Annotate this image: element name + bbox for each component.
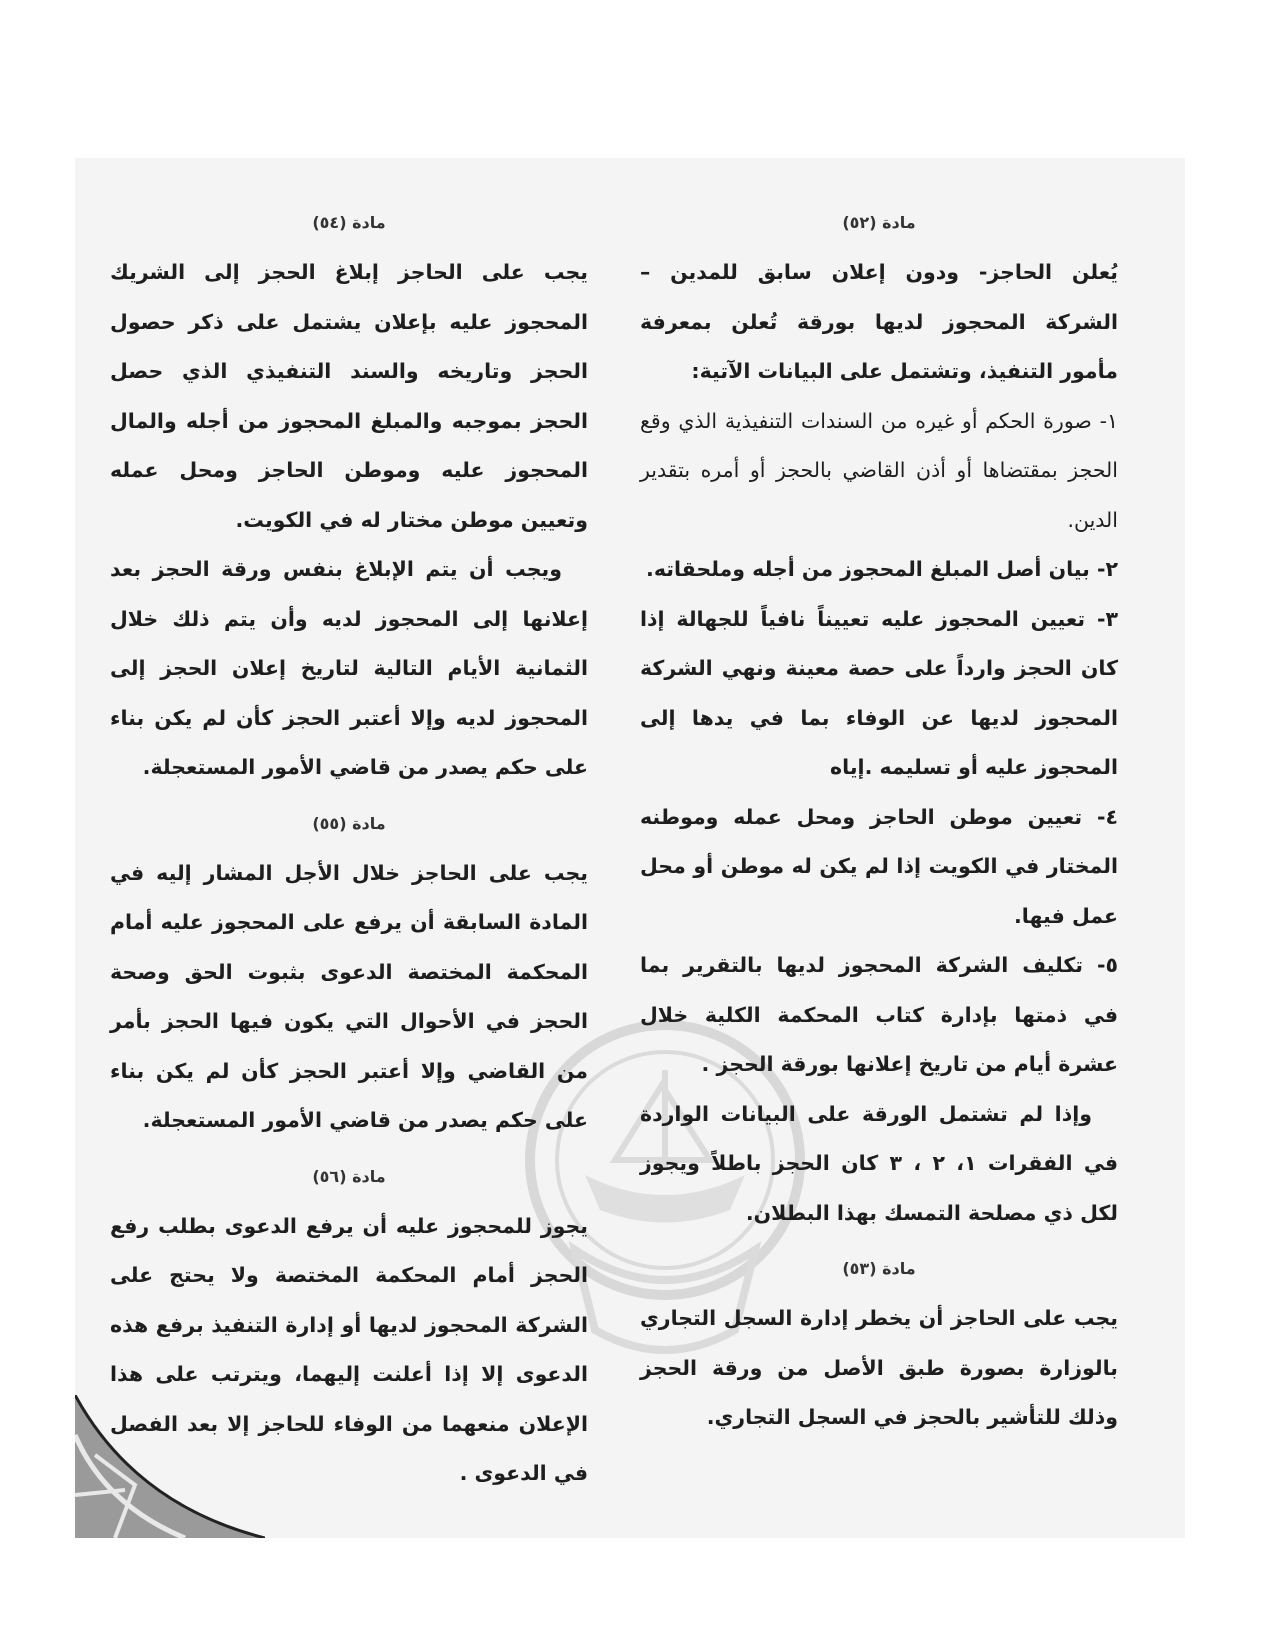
article-52-intro: يُعلن الحاجز- ودون إعلان سابق للمدين – الشركة المحجوز لديها بورقة تُعلن بمعرفة مأمور التنفيذ، وتشتمل على البيانات الآتية: xyxy=(640,260,1118,383)
article-53-text: يجب على الحاجز أن يخطر إدارة السجل التجاري بالوزارة بصورة طبق الأصل من ورقة الحجز وذلك للتأشير بالحجز في السجل التجاري. xyxy=(640,1306,1118,1429)
right-column xyxy=(640,208,1118,1443)
article-56-text: يجوز للمحجوز عليه أن يرفع الدعوى بطلب رفع الحجز أمام المحكمة المختصة ولا يحتج على الشركة المحجوز لديها أو إدارة التنفيذ برفع هذه الدعوى إلا إذا أعلنت إليهما، ويترتب على هذا الإعلان منعهما من الوفاء للحاجز إلا بعد الفصل في الدعوى . xyxy=(110,1213,588,1485)
article-52-item-3: ٣- تعيين المحجوز عليه تعييناً نافياً للجهالة إذا كان الحجز وارداً على حصة معينة ونهي الشركة المحجوز لديها عن الوفاء بما في يدها إلى المحجوز عليه أو تسليمه .إياه xyxy=(640,606,1118,779)
left-column xyxy=(110,208,588,1499)
article-52-item-4: ٤- تعيين موطن الحاجز ومحل عمله وموطنه المختار في الكويت إذا لم يكن له موطن أو محل عمل فيها. xyxy=(640,804,1118,928)
article-54-title: مادة (٥٤) xyxy=(312,213,386,232)
article-55-text: يجب على الحاجز خلال الأجل المشار إليه في المادة السابقة أن يرفع على المحجوز عليه أمام المحكمة المختصة الدعوى بثبوت الحق وصحة الحجز في الأحوال التي يكون فيها الحجز بأمر من القاضي وإلا أعتبر الحجز كأن لم يكن بناء على حكم يصدر من قاضي الأمور المستعجلة. xyxy=(110,860,588,1132)
article-52-item-2: ٢- بيان أصل المبلغ المحجوز من أجله وملحقاته. xyxy=(646,557,1118,581)
article-56-title: مادة (٥٦) xyxy=(312,1166,386,1186)
article-54-second-paragraph: ويجب أن يتم الإبلاغ بنفس ورقة الحجز بعد إعلانها إلى المحجوز لديه وأن يتم ذلك خلال الثمانية الأيام التالية لتاريخ إعلان الحجز إلى المحجوز لديه وإلا أعتبر الحجز كأن لم يكن بناء على حكم يصدر من قاضي الأمور المستعجلة. xyxy=(110,557,588,779)
article-55-title: مادة (٥٥) xyxy=(312,813,386,833)
article-52-title: مادة (٥٢) xyxy=(842,213,916,232)
article-54-text: يجب على الحاجز إبلاغ الحجز إلى الشريك المحجوز عليه بإعلان يشتمل على ذكر حصول الحجز وتاريخه والسند التنفيذي الذي حصل الحجز بموجبه والمبلغ المحجوز من أجله والمال المحجوز عليه وموطن الحاجز ومحل عمله وتعيين موطن مختار له في الكويت. xyxy=(110,260,588,532)
article-52-closing: وإذا لم تشتمل الورقة على البيانات الواردة في الفقرات ١، ٢ ، ٣ كان الحجز باطلاً ويجوز لكل ذي مصلحة التمسك بهذا البطلان. xyxy=(640,1101,1119,1225)
article-52-item-1: ١- صورة الحكم أو غيره من السندات التنفيذية الذي وقع الحجز بمقتضاها أو أذن القاضي بالحجز أو أمره بتقدير الدين. xyxy=(640,408,1118,532)
article-52-item-5: ٥- تكليف الشركة المحجوز لديها بالتقرير بما في ذمتها بإدارة كتاب المحكمة الكلية خلال عشرة أيام من تاريخ إعلانها بورقة الحجز . xyxy=(640,953,1118,1076)
article-53-title: مادة (٥٣) xyxy=(842,1259,916,1278)
